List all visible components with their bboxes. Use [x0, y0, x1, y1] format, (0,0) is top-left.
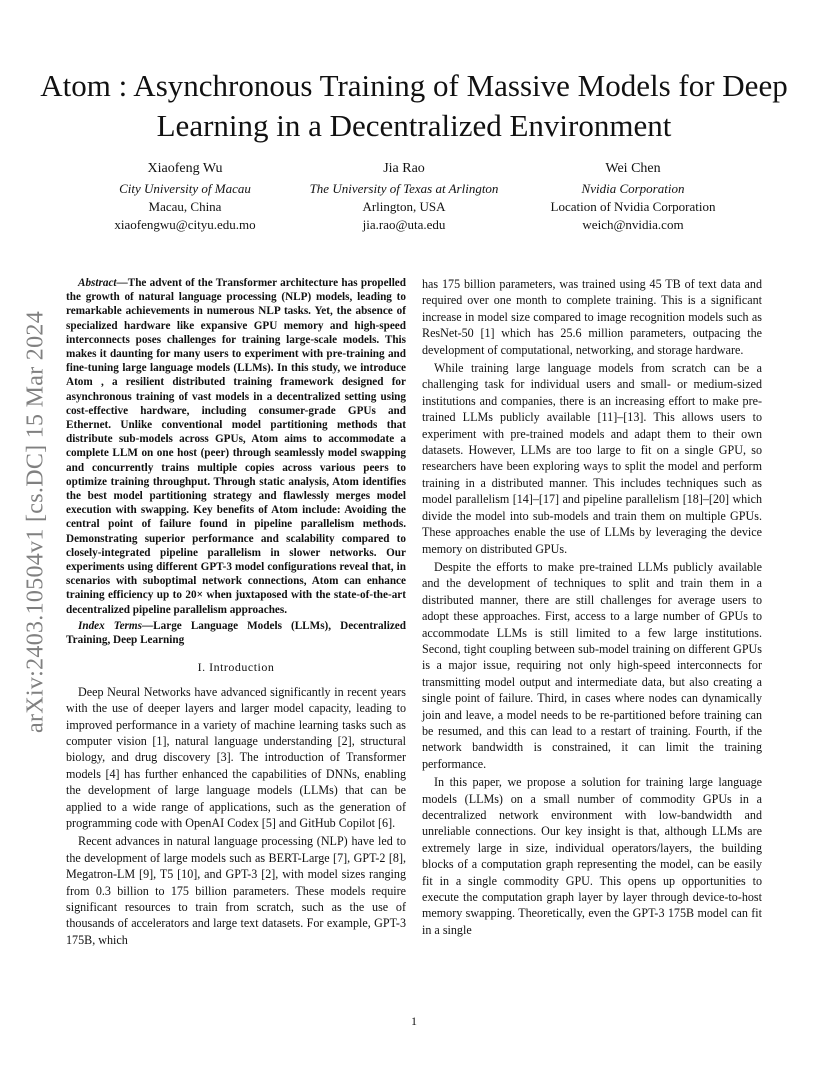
- arxiv-identifier[interactable]: arXiv:2403.10504v1 [cs.DC] 15 Mar 2024: [22, 310, 49, 734]
- paragraph: Recent advances in natural language processing (NLP) have led to the development of large models such as BERT-Large [7], GPT-2 [8], Megatron-LM [9], T5 [10], and GPT-3 [2], with model sizes ranging from 0.3 billion to 175 billion parameters. These models require significant resources to train from scratch, such as the use of thousands of accelerators and large text datasets. For example, GPT-3 175B, which: [66, 834, 406, 947]
- abstract-text: —The advent of the Transformer architecture has propelled the growth of natural language processing (NLP) models, leading to remarkable achievements in numerous NLP tasks. Yet, the absence of specialized hardware like expansive GPU memory and high-speed interconnects poses challenges for training large-scale models. This makes it daunting for many users to experiment with pre-training and fine-tuning large language models (LLMs). In this study, we introduce Atom , a resilient distributed training framework designed for asynchronous training of vast models in a decentralized setting using cost-effective hardware, including consumer-grade GPUs and Ethernet. Unlike conventional model partitioning methods that distribute sub-models across GPUs, Atom aims to accommodate a complete LLM on one host (peer) through seamlessly model swapping and concurrently trains multiple copies across various peers to optimize training throughput. Through static analysis, Atom identifies the best model partitioning strategy and flawlessly merges model execution with swapping. Key benefits of Atom include: Avoiding the central point of failure found in pipeline parallelism methods. Demonstrating superior performance and scalability compared to closely-integrated pipeline parallelism in slower networks. Our experiments using different GPT-3 model configurations reveal that, in scenarios with suboptimal network connections, Atom can enhance training efficiency up to 20× when juxtaposed with the state-of-the-art decentralized pipeline parallelism approaches.: [66, 277, 406, 616]
- paragraph: In this paper, we propose a solution for training large language models (LLMs) on a small number of commodity GPUs in a decentralized network environment with low-bandwidth and unreliable connections. Our key insight is that, although LLMs are extremely large in size, individual operators/layers, the building blocks of a computation graph representing the model, can be easily fit in a single commodity GPU. This opens up opportunities to execute the computation graph layer by layer through device-to-host memory swapping. Theoretically, even the GPT-3 175B model can fit in a single: [422, 775, 762, 937]
- author-affiliation: The University of Texas at Arlington: [309, 181, 499, 196]
- author-name: Jia Rao: [383, 161, 425, 176]
- paragraph: has 175 billion parameters, was trained using 45 TB of text data and required over one month to complete training. This is a significant increase in model size compared to image recognition models such as ResNet-50 [1] which has 25.6 million parameters, outpacing the development of computational, networking, and storage hardware.: [422, 277, 762, 357]
- index-terms: [66, 619, 406, 647]
- paragraph: While training large language models from scratch can be a challenging task for individual users and small- or medium-sized institutions and companies, there is an increasing effort to make pre-trained LLMs publicly available [11]–[13]. This allows users to experiment with pre-trained models and adapt them to their own datasets. However, LLMs are too large to fit on a single GPU, so researchers have been exploring ways to split the model and perform training in a distributed manner. This includes techniques such as model parallelism [14]–[17] and pipeline parallelism [18]–[20] which divide the model into sub-models and train them on multiple GPUs. These approaches enable the use of LLMs by leveraging the device memory on distributed GPUs.: [422, 361, 762, 556]
- author-affiliation: City University of Macau: [119, 181, 251, 196]
- index-terms-text: —Large Language Models (LLMs), Decentralized Training, Deep Learning: [66, 619, 406, 647]
- author-2: [284, 160, 524, 234]
- author-location: Location of Nvidia Corporation: [550, 199, 716, 214]
- index-terms-lead: Index Terms: [78, 619, 142, 632]
- author-location: Macau, China: [148, 199, 222, 214]
- author-name: Wei Chen: [605, 161, 661, 176]
- author-affiliation: Nvidia Corporation: [581, 181, 685, 196]
- author-email[interactable]: xiaofengwu@cityu.edu.mo: [114, 217, 256, 232]
- abstract-lead: Abstract: [78, 277, 117, 289]
- author-1: [65, 160, 305, 234]
- paragraph: Despite the efforts to make pre-trained LLMs publicly available and the development of techniques to split and train them in a distributed manner, there are still challenges for average users to adopt these approaches. First, access to a large number of GPUs to accommodate LLMs is still limited to a few large institutions. Second, tight coupling between sub-model training on different GPUs is a major issue, requiring not only high-speed interconnects for transmitting model output and intermediate data, but also creating a single point of failure. Third, in cases where nodes can dynamically join and leave, a model needs to be re-partitioned before training can be resumed, and this can lead to a restart of training. Fourth, if the network bandwidth is constrained, it can limit the training performance.: [422, 559, 762, 771]
- right-column: [422, 276, 762, 940]
- author-email[interactable]: weich@nvidia.com: [582, 217, 684, 232]
- abstract: [66, 276, 406, 617]
- paper-title: Atom : Asynchronous Training of Massive Models for Deep Learning in a Decentralized Environment: [40, 68, 788, 143]
- section-heading: I. Introduction: [197, 660, 275, 675]
- arxiv-sidebar: [22, 282, 50, 762]
- author-3: [513, 160, 753, 234]
- author-location: Arlington, USA: [362, 199, 446, 214]
- page-number: 1: [411, 1014, 417, 1028]
- author-name: Xiaofeng Wu: [147, 161, 223, 176]
- left-column: [66, 276, 406, 950]
- author-email[interactable]: jia.rao@uta.edu: [362, 217, 446, 232]
- paragraph: Deep Neural Networks have advanced significantly in recent years with the use of deeper layers and larger model capacity, leading to improved performance in a variety of machine learning tasks such as computer vision [1], natural language understanding [2], structural biology, and drug discovery [3]. The introduction of Transformer models [4] has further enhanced the capabilities of DNNs, enabling the development of large language models (LLMs) that can be applied to a wide range of applications, such as the generation of programming code with OpenAI Codex [5] and GitHub Copilot [6].: [66, 684, 406, 830]
